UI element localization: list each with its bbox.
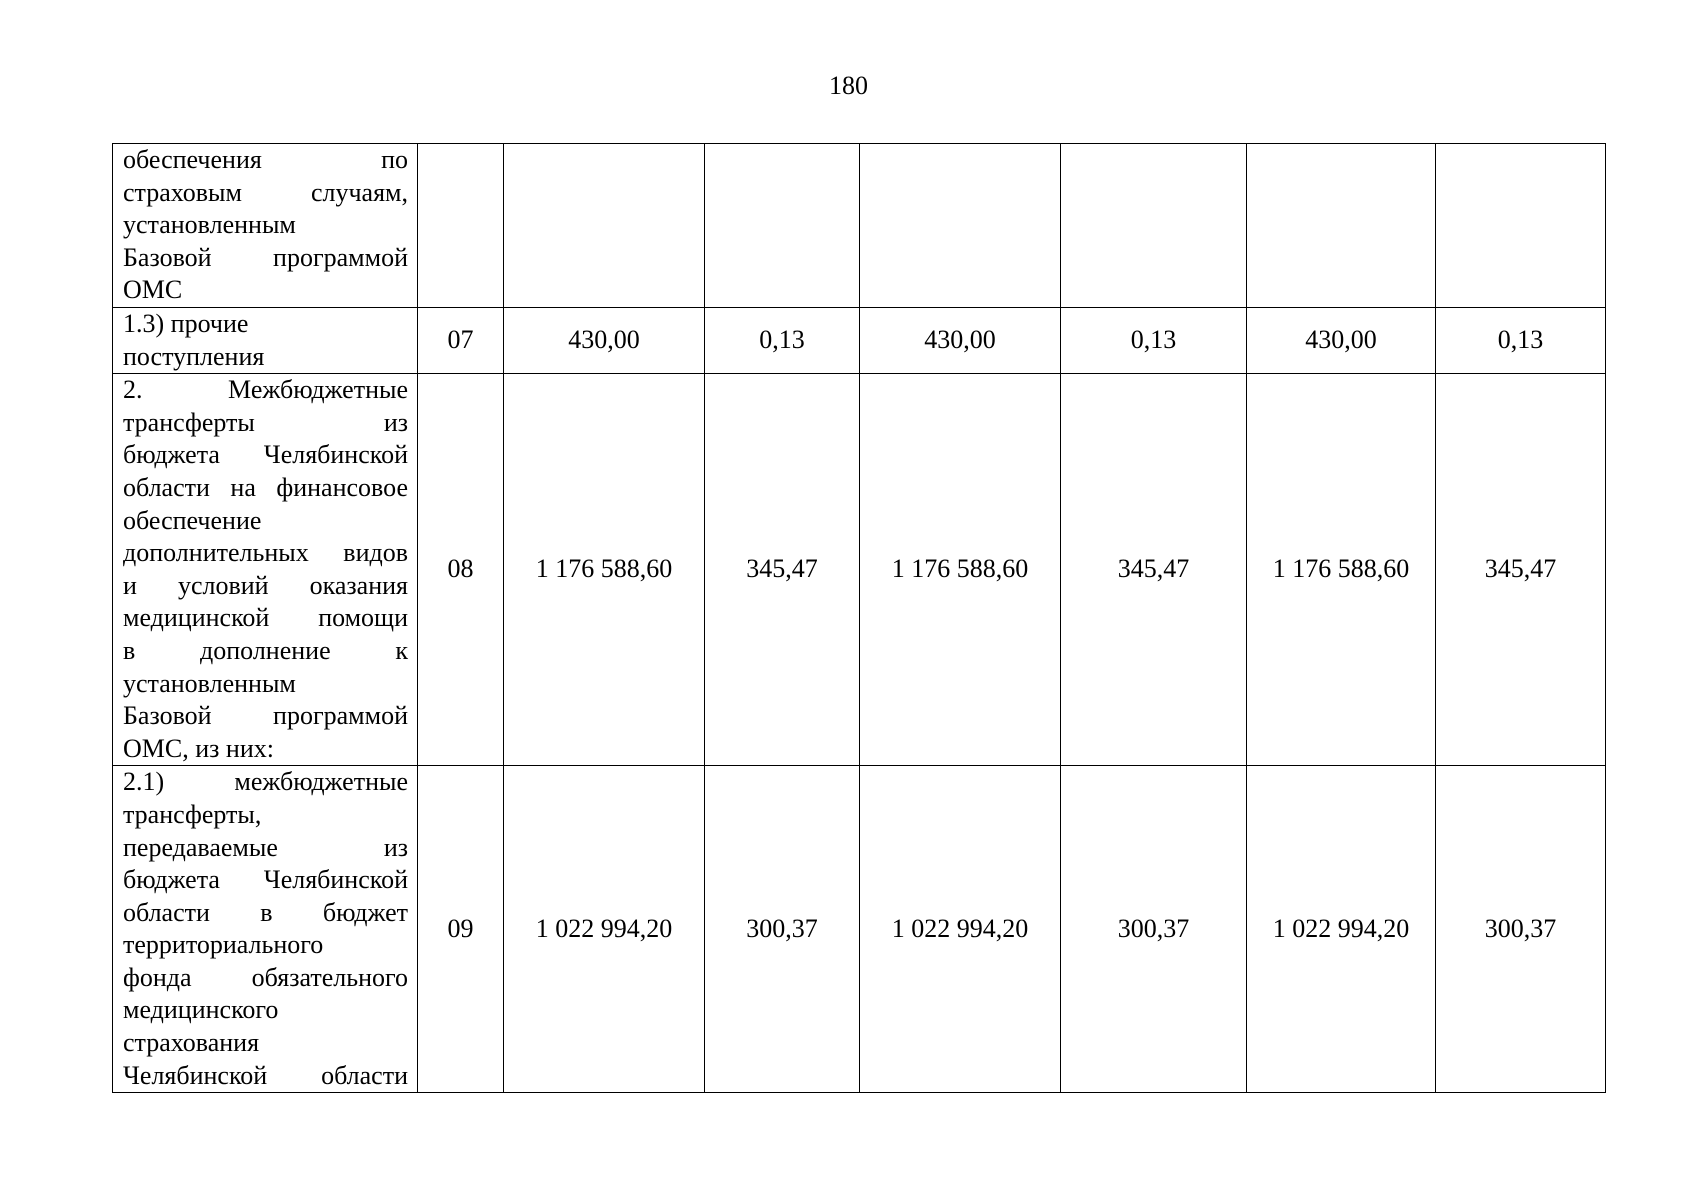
description-line: ОМС [123, 275, 183, 305]
description-line: ОМС, из них: [123, 733, 274, 763]
value-cell: 0,13 [1436, 308, 1606, 374]
table-body [113, 144, 1606, 1093]
value-cell: 1 176 588,60 [860, 374, 1061, 766]
table-row [113, 766, 1606, 1093]
description-line: страхования [123, 1028, 260, 1058]
description-line: области в бюджет [123, 897, 408, 927]
value-cell: 430,00 [504, 308, 705, 374]
value-cell: 430,00 [860, 308, 1061, 374]
value-cell: 300,37 [1436, 766, 1606, 1093]
value-cell: 1 176 588,60 [504, 374, 705, 766]
value-cell: 1 022 994,20 [1247, 766, 1436, 1093]
description-line: страховым случаям, [123, 177, 408, 207]
row-description [113, 766, 418, 1093]
value-cell: 0,13 [705, 308, 860, 374]
page-number: 180 [829, 71, 868, 100]
table-row [113, 374, 1606, 766]
description-line: Базовой программой [123, 701, 408, 731]
value-cell: 300,37 [1061, 766, 1247, 1093]
row-description [113, 308, 418, 374]
value-cell: 0,13 [1061, 308, 1247, 374]
value-cell: 300,37 [705, 766, 860, 1093]
description-line: установленным [123, 210, 296, 240]
budget-table [112, 143, 1606, 1093]
value-cell: 1 022 994,20 [504, 766, 705, 1093]
description-line: медицинской помощи [123, 603, 408, 633]
description-line: 2.1) межбюджетные [123, 767, 408, 797]
description-line: поступления [123, 341, 265, 371]
value-cell: 430,00 [1247, 308, 1436, 374]
value-cell [1247, 144, 1436, 308]
row-description [113, 144, 418, 308]
value-cell [1061, 144, 1247, 308]
description-line: Базовой программой [123, 242, 408, 272]
row-code: 08 [418, 374, 504, 766]
value-cell [1436, 144, 1606, 308]
value-cell: 345,47 [1061, 374, 1247, 766]
value-cell [504, 144, 705, 308]
table-row [113, 144, 1606, 308]
value-cell [860, 144, 1061, 308]
description-line: в дополнение к [123, 635, 408, 665]
row-code: 07 [418, 308, 504, 374]
description-line: бюджета Челябинской [123, 440, 408, 470]
description-line: установленным [123, 668, 296, 698]
row-code: 09 [418, 766, 504, 1093]
description-line: фонда обязательного [123, 962, 408, 992]
row-description [113, 374, 418, 766]
description-line: передаваемые из [123, 832, 408, 862]
row-code [418, 144, 504, 308]
description-line: 1.3) прочие [123, 309, 249, 338]
description-line: Челябинской области [123, 1060, 408, 1090]
description-line: 2. Межбюджетные [123, 375, 408, 405]
value-cell: 1 176 588,60 [1247, 374, 1436, 766]
description-line: обеспечение [123, 505, 262, 535]
description-line: медицинского [123, 995, 279, 1025]
description-line: трансферты из [123, 407, 408, 437]
value-cell: 345,47 [1436, 374, 1606, 766]
description-line: дополнительных видов [123, 538, 408, 568]
value-cell: 345,47 [705, 374, 860, 766]
description-line: территориального [123, 930, 324, 960]
description-line: обеспечения по [123, 145, 408, 174]
description-line: и условий оказания [123, 570, 408, 600]
table-row [113, 308, 1606, 374]
description-line: бюджета Челябинской [123, 865, 408, 895]
description-line: трансферты, [123, 799, 262, 829]
value-cell [705, 144, 860, 308]
description-line: области на финансовое [123, 472, 408, 502]
value-cell: 1 022 994,20 [860, 766, 1061, 1093]
